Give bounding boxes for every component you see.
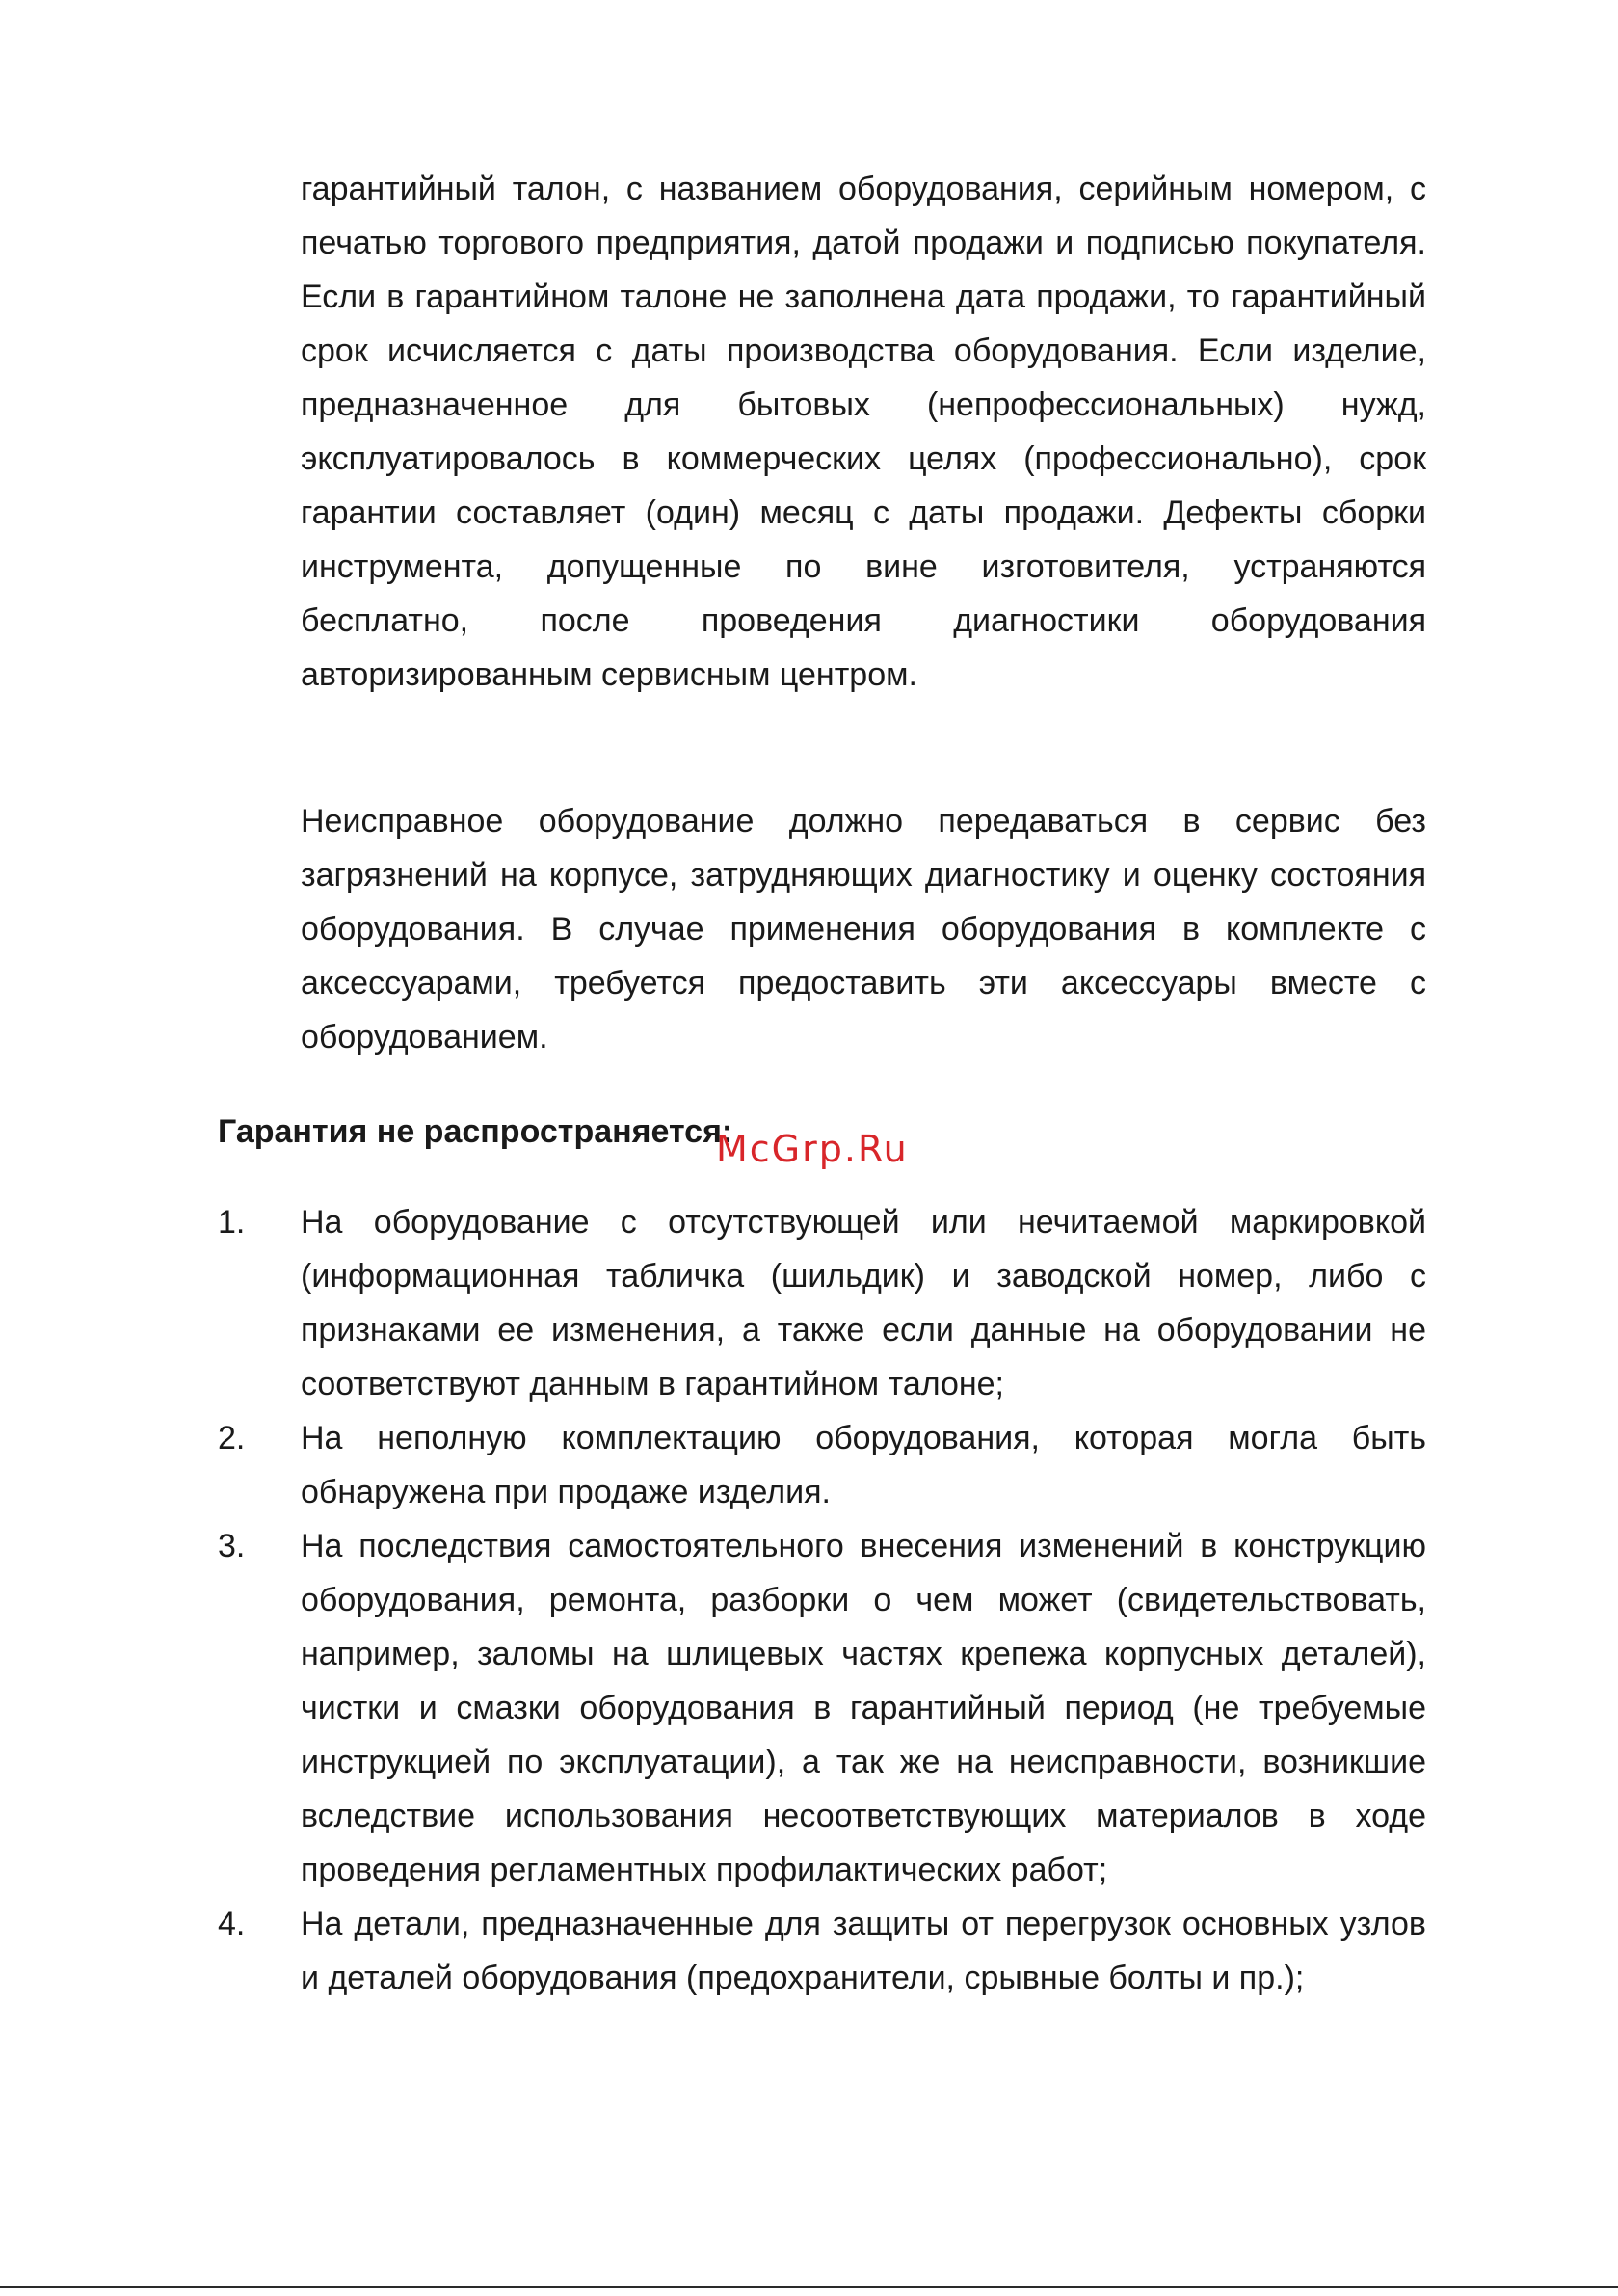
list-item	[218, 1897, 1426, 2005]
list-item-text: На детали, предназначенные для защиты от перегрузок основных узлов и деталей оборудования (предохранители, срывные болты и пр.);	[301, 1906, 1426, 1996]
exclusions-list	[218, 1195, 1426, 2005]
list-item-number: 2.	[218, 1420, 246, 1456]
list-item-text: На оборудование с отсутствующей или нечитаемой маркировкой (информационная табличка (шильдик) и заводской номер, либо с признаками ее изменения, а также если данные на оборудовании не соответствуют данным в гарантийном талоне;	[301, 1204, 1426, 1402]
section-heading: Гарантия не распространяется:	[218, 1113, 733, 1150]
list-item-number: 4.	[218, 1906, 246, 1942]
list-item	[218, 1519, 1426, 1897]
list-item-text: На последствия самостоятельного внесения изменений в конструкцию оборудования, ремонта, разборки о чем может (свидетельствовать, например, заломы на шлицевых частях крепежа корпусных деталей), чистки и смазки оборудования в гарантийный период (не требуемые инструкцией по эксплуатации), а так же на неисправности, возникшие вследствие использования несоответствующих материалов в ходе проведения регламентных профилактических работ;	[301, 1528, 1426, 1888]
paragraph-warranty-terms: гарантийный талон, с названием оборудования, серийным номером, с печатью торгового предприятия, датой продажи и подписью покупателя. Если в гарантийном талоне не заполнена дата продажи, то гарантийный срок исчисляется с даты производства оборудования. Если изделие, предназначенное для бытовых (непрофессиональных) нужд, эксплуатировалось в коммерческих целях (профессионально), срок гарантии составляет (один) месяц с даты продажи. Дефекты сборки инструмента, допущенные по вине изготовителя, устраняются бесплатно, после проведения диагностики оборудования авторизированным сервисным центром.	[301, 171, 1426, 693]
list-item-text: На неполную комплектацию оборудования, которая могла быть обнаружена при продаже изделия.	[301, 1420, 1426, 1510]
watermark-link[interactable]: McGrp.Ru	[716, 1128, 909, 1170]
paragraph-service-conditions: Неисправное оборудование должно передаваться в сервис без загрязнений на корпусе, затрудняющих диагностику и оценку состояния оборудования. В случае применения оборудования в комплекте с аксессуарами, требуется предоставить эти аксессуары вместе с оборудованием.	[301, 803, 1426, 1055]
list-item	[218, 1411, 1426, 1519]
list-item-number: 1.	[218, 1204, 246, 1241]
list-item-number: 3.	[218, 1528, 246, 1564]
page-bottom-divider	[0, 2286, 1618, 2288]
list-item	[218, 1195, 1426, 1411]
